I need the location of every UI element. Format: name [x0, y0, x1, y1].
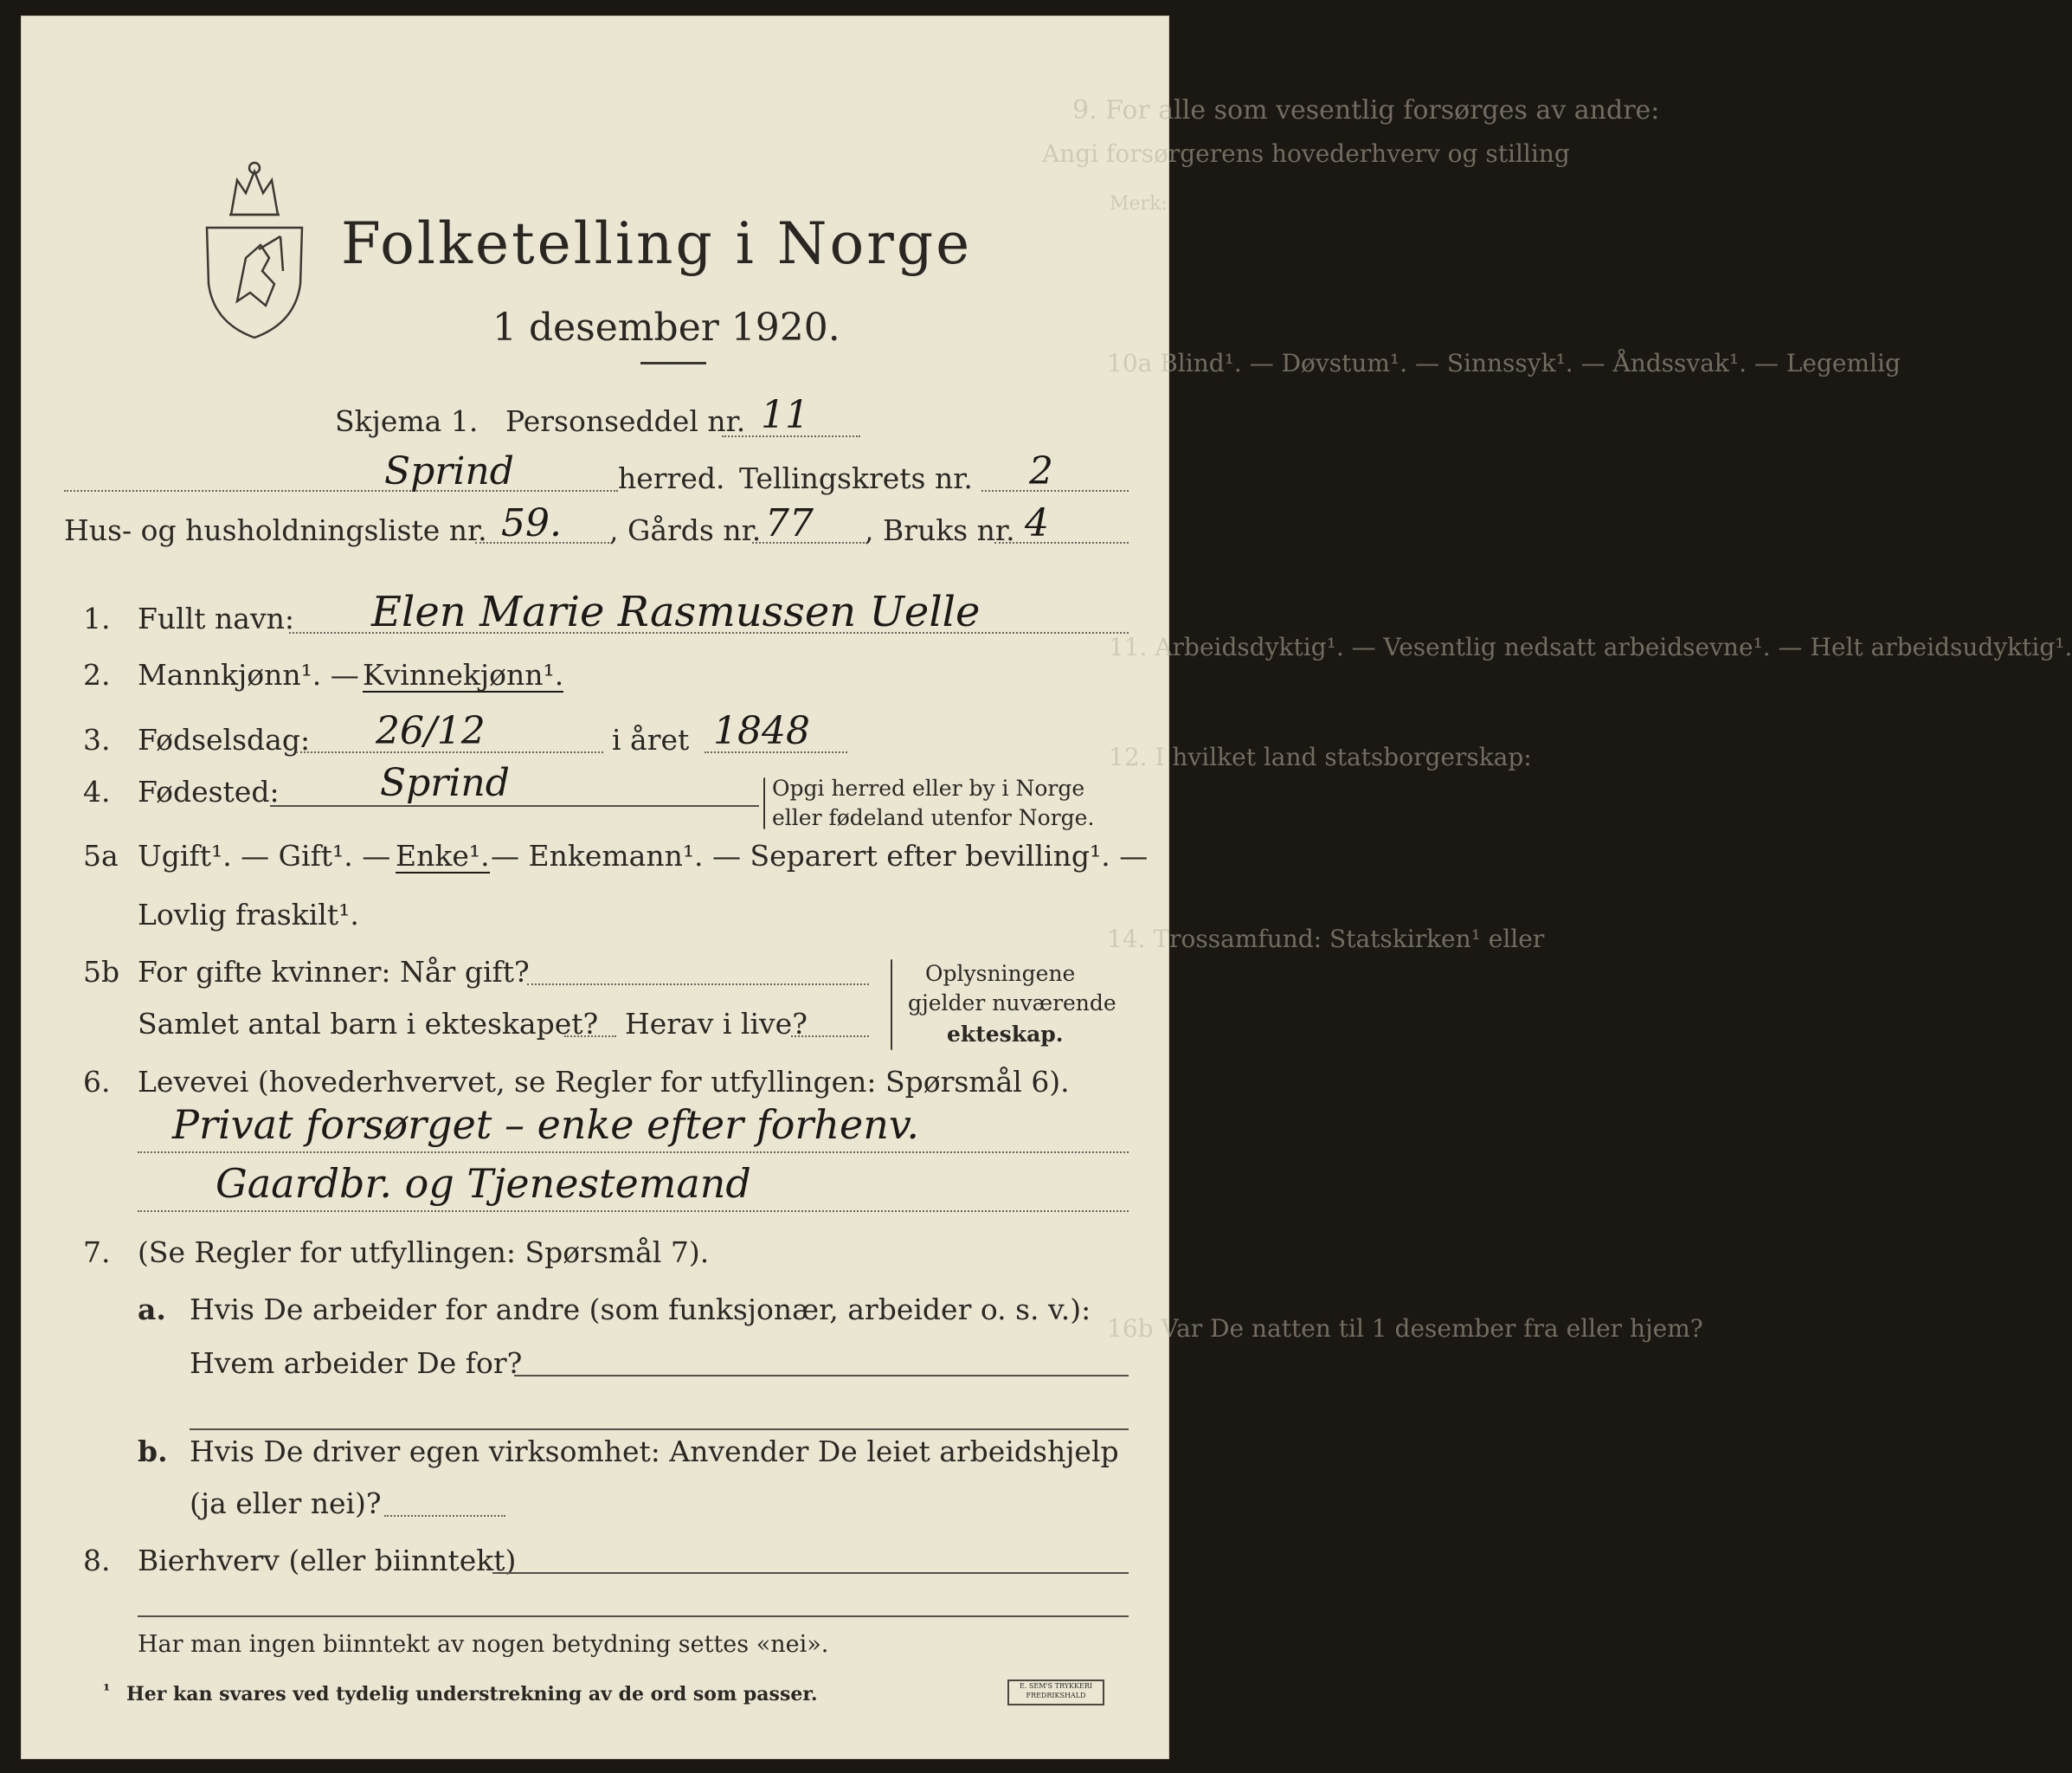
q1-label: Fullt navn:: [138, 602, 294, 635]
q7a-extra-line[interactable]: [190, 1428, 1129, 1430]
q3-label: Fødselsdag:: [138, 723, 311, 757]
q3-number: 3.: [83, 723, 111, 757]
printer-stamp: [1007, 1680, 1104, 1705]
q6-dotted-line-1: [138, 1151, 1129, 1153]
husliste-value[interactable]: 59.: [501, 501, 562, 545]
q2-label: Mannkjønn¹. —: [138, 658, 359, 692]
tellingskrets-value[interactable]: 2: [1029, 449, 1053, 493]
q5b-note-brace: [891, 959, 892, 1050]
q5a-text-rest: — Enkemann¹. — Separert efter bevilling¹. —: [491, 839, 1149, 873]
norwegian-coat-of-arms-icon: [198, 154, 311, 345]
q4-label: Fødested:: [138, 775, 280, 809]
personseddel-label: Personseddel nr.: [505, 404, 746, 438]
q7b-answer-label: (ja eller nei)?: [190, 1486, 382, 1520]
bleed-through-text: Merk:: [1110, 193, 1168, 215]
q7-number: 7.: [83, 1235, 111, 1269]
q4-line: [270, 805, 759, 807]
q1-number: 1.: [83, 602, 111, 635]
bruks-dotted-line: [994, 542, 1129, 544]
q5b-children-dotted-line: [564, 1035, 616, 1037]
q8-extra-line[interactable]: [138, 1615, 1129, 1617]
q4-number: 4.: [83, 775, 111, 809]
q3-year-label: i året: [612, 723, 690, 757]
gards-value[interactable]: 77: [765, 501, 814, 545]
skjema-label: Skjema 1.: [335, 404, 479, 438]
q8-line[interactable]: [492, 1572, 1129, 1574]
gards-label: , Gårds nr.: [609, 513, 762, 547]
bleed-through-text: 16b Var De natten til 1 desember fra eller hjem?: [1107, 1314, 1703, 1343]
q3-birthdate-value[interactable]: 26/12: [376, 709, 486, 753]
bleed-through-text: 10a Blind¹. — Døvstum¹. — Sinnssyk¹. — Åndssvak¹. — Legemlig: [1107, 349, 1901, 377]
q2-number: 2.: [83, 658, 111, 692]
bruks-label: , Bruks nr.: [865, 513, 1015, 547]
census-form-sheet: [21, 16, 2072, 1759]
q5b-alive-dotted-line: [791, 1035, 869, 1037]
bleed-through-text: 14. Trossamfund: Statskirken¹ eller: [1107, 925, 1545, 953]
q5b-alive-label: Herav i live?: [625, 1007, 808, 1041]
q6-number: 6.: [83, 1065, 111, 1099]
q5b-note-line1: Oplysningene: [925, 961, 1076, 986]
q5b-note-line3: ekteskap.: [947, 1022, 1064, 1047]
q7a-employer-line[interactable]: [514, 1375, 1129, 1376]
q5b-label: For gifte kvinner: Når gift?: [138, 955, 530, 989]
q7a-text: Hvis De arbeider for andre (som funksjonær, arbeider o. s. v.):: [190, 1293, 1091, 1326]
q7b-marker: b.: [138, 1435, 168, 1468]
bruks-value[interactable]: 4: [1025, 501, 1049, 545]
biinntekt-note: Har man ingen biinntekt av nogen betydning settes «nei».: [138, 1631, 829, 1658]
q4-birthplace-value[interactable]: Sprind: [380, 761, 510, 805]
bleed-through-text: 11. Arbeidsdyktig¹. — Vesentlig nedsatt arbeidsevne¹. — Helt arbeidsudyktig¹.: [1109, 633, 2072, 661]
q6-occupation-value-line1[interactable]: Privat forsørget – enke efter forhenv.: [172, 1101, 920, 1148]
bleed-through-text: 9. For alle som vesentlig forsørges av andre:: [1072, 95, 1660, 126]
q8-label: Bierhverv (eller biinntekt): [138, 1544, 517, 1577]
tellingskrets-dotted-line: [981, 490, 1129, 492]
q4-note-line2: eller fødeland utenfor Norge.: [772, 805, 1095, 830]
herred-label: herred.: [618, 461, 725, 495]
herred-value[interactable]: Sprind: [384, 449, 514, 493]
title-divider: [640, 362, 706, 364]
q5b-dotted-line: [527, 983, 869, 985]
q4-note-brace: [763, 777, 765, 829]
q6-dotted-line-2: [138, 1210, 1129, 1212]
husliste-label: Hus- og husholdningsliste nr.: [64, 513, 487, 547]
personseddel-value[interactable]: 11: [761, 393, 809, 437]
tellingskrets-label: Tellingskrets nr.: [739, 461, 973, 495]
q8-number: 8.: [83, 1544, 111, 1577]
q5b-number: 5b: [83, 955, 120, 989]
q3-year-value[interactable]: 1848: [713, 709, 810, 753]
printer-stamp-line2: FREDRIKSHALD: [1026, 1692, 1086, 1699]
bleed-through-text: 12. I hvilket land statsborgerskap:: [1109, 743, 1532, 771]
q2-female-option-underlined[interactable]: Kvinnekjønn¹.: [363, 658, 564, 692]
q5a-number: 5a: [83, 839, 119, 873]
q1-full-name-value[interactable]: Elen Marie Rasmussen Uelle: [371, 588, 981, 636]
q6-occupation-value-line2[interactable]: Gaardbr. og Tjenestemand: [216, 1160, 751, 1207]
census-date: 1 desember 1920.: [492, 306, 840, 350]
q7a-marker: a.: [138, 1293, 166, 1326]
footnote-text: Her kan svares ved tydelig understrekning av de ord som passer.: [126, 1683, 818, 1705]
form-title: Folketelling i Norge: [341, 210, 973, 277]
q6-label: Levevei (hovederhvervet, se Regler for utfyllingen: Spørsmål 6).: [138, 1065, 1070, 1099]
q7a-employer-label: Hvem arbeider De for?: [190, 1346, 523, 1380]
q5a-text: Ugift¹. — Gift¹. —: [138, 839, 391, 873]
q7b-text: Hvis De driver egen virksomhet: Anvender De leiet arbeidshjelp: [190, 1435, 1119, 1468]
q4-note-line1: Opgi herred eller by i Norge: [772, 776, 1085, 801]
q5b-note-line2: gjelder nuværende: [908, 990, 1116, 1015]
q7b-answer-dotted-line[interactable]: [384, 1515, 505, 1517]
herred-dotted-line: [64, 490, 618, 492]
footnote-mark: ¹: [103, 1681, 111, 1700]
q5a-enke-option-underlined[interactable]: Enke¹.: [396, 839, 490, 873]
q5b-children-label: Samlet antal barn i ekteskapet?: [138, 1007, 599, 1041]
bleed-through-text: Angi forsørgerens hovederhverv og stilling: [1042, 139, 1570, 168]
q7-label: (Se Regler for utfyllingen: Spørsmål 7).: [138, 1235, 710, 1269]
q5a-text-line2: Lovlig fraskilt¹.: [138, 898, 359, 932]
printer-stamp-line1: E. SEM'S TRYKKERI: [1019, 1682, 1093, 1690]
